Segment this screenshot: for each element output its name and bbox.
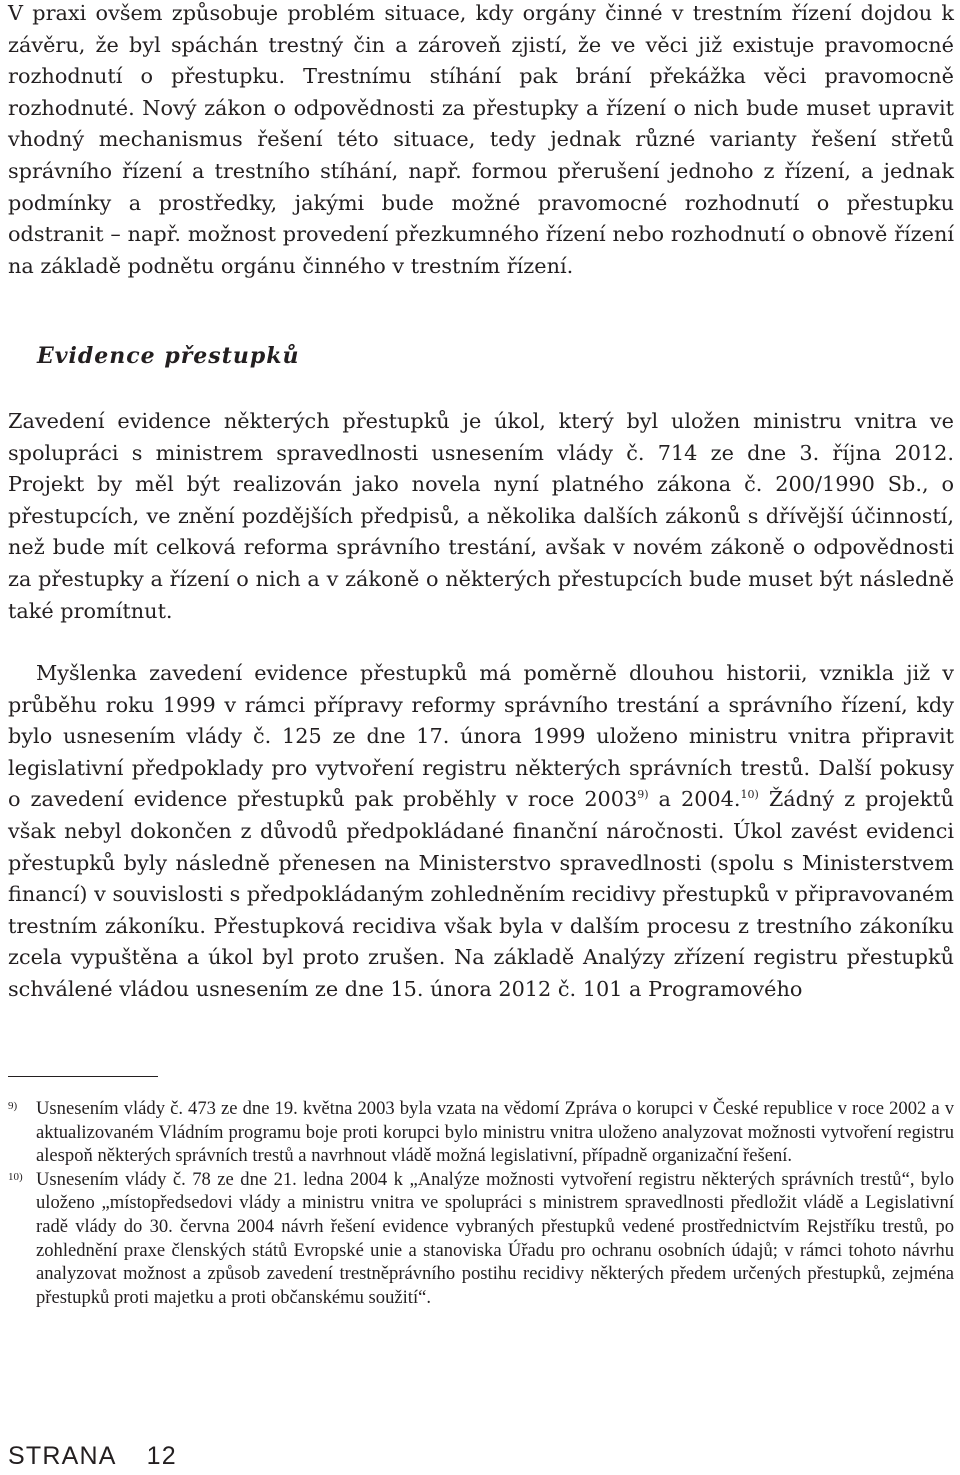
page-number: 12	[146, 1442, 177, 1470]
footnote-text: Usnesením vlády č. 473 ze dne 19. května 2003 byla vzata na vědomí Zpráva o korupci v České republice v roce 2002 a v aktualizovaném Vládním programu boje proti korupci bylo ministru vnitra uloženo analyzovat možnosti vytvoření registru alespoň některých správních trestů a navrhnout vládě možná legislativní, případně organizační řešení.	[36, 1098, 954, 1167]
footnote-ref-10[interactable]: 10)	[740, 788, 759, 802]
paragraph-3-part-c: Žádný z projektů však nebyl dokončen z důvodů předpokládané finanční náročnosti. Úkol zavést evidenci přestupků byly následně přenesen na Ministerstvo spravedlnosti (spolu s Ministerstvem financí) v souvislosti s předpokládaným zohledněním recidivy přestupků v připravovaném trestním zákoníku. Přestupková recidiva však byla v dalším procesu z trestního zákoníku zcela vypuštěna a úkol byl proto zrušen. Na základě Analýzy zřízení registru přestupků schválené vládou usnesením ze dne 15. února 2012 č. 101 a Programového	[8, 787, 954, 1001]
paragraph-3-part-b: a 2004.	[648, 787, 741, 812]
footnote-9	[8, 1097, 954, 1168]
footnote-mark: 9)	[8, 1100, 18, 1112]
paragraph-3-part-a: Myšlenka zavedení evidence přestupků má poměrně dlouhou historii, vznikla již v průběhu roku 1999 v rámci přípravy reformy správního trestání a správního řízení, kdy bylo usnesením vlády č. 125 ze dne 17. února 1999 uloženo ministru vnitra připravit legislativní předpoklady pro vytvoření registru některých správních trestů. Další pokusy o zavedení evidence přestupků pak proběhly v roce 2003	[8, 661, 954, 812]
footnote-ref-9[interactable]: 9)	[637, 788, 649, 802]
paragraph-1: V praxi ovšem způsobuje problém situace, kdy orgány činné v trestním řízení dojdou k závěru, že byl spáchán trestný čin a zároveň zjistí, že ve věci již existuje pravomocné rozhodnutí o přestupku. Trestnímu stíhání pak brání překážka věci pravomocně rozhodnuté. Nový zákon o odpovědnosti za přestupky a řízení o nich bude muset upravit vhodný mechanismus řešení této situace, tedy jednak různé varianty řešení střetů správního řízení a trestního stíhání, např. formou přerušení jednoho z řízení, a jednak podmínky a prostředky, jakými bude možné pravomocné rozhodnutí o přestupku odstranit – např. možnost provedení přezkumného řízení nebo rozhodnutí o obnově řízení na základě podnětu orgánu činného v trestním řízení.	[8, 1, 954, 278]
footnote-10	[8, 1168, 954, 1310]
footnote-divider	[8, 1076, 158, 1077]
footnotes	[8, 1097, 954, 1309]
footnote-text: Usnesením vlády č. 78 ze dne 21. ledna 2004 k „Analýze možnosti vytvoření registru některých správních trestů“, bylo uloženo „místopředsedovi vlády a ministru vnitra ve spolupráci s ministrem spravedlnosti předložit vládě a Legislativní radě vlády do 30. června 2004 návrh řešení evidence vybraných přestupků vedené prostřednictvím Rejstříku trestů, po zohlednění praxe členských států Evropské unie a stanoviska Úřadu pro ochranu osobních údajů; v rámci tohoto návrhu analyzovat možnost a způsob zavedení trestněprávního postihu recidivy některých předem určených přestupků, zejména přestupků proti majetku a proti občanskému soužití“.	[36, 1168, 954, 1308]
paragraph-3	[8, 658, 954, 1006]
page-label: STRANA	[8, 1442, 117, 1470]
footnote-mark: 10)	[8, 1170, 23, 1183]
page-footer	[8, 1442, 177, 1471]
paragraph-2: Zavedení evidence některých přestupků je úkol, který byl uložen ministru vnitra ve spolupráci s ministrem spravedlnosti usnesením vlády č. 714 ze dne 3. října 2012. Projekt by měl být realizován jako novela nyní platného zákona č. 200/1990 Sb., o přestupcích, ve znění pozdějších předpisů, a několika dalších zákonů s dřívější účinností, než bude mít celková reforma správního trestání, avšak v novém zákoně o odpovědnosti za přestupky a řízení o nich a v zákoně o některých přestupcích bude muset být následně také promítnut.	[8, 409, 954, 623]
section-heading: Evidence přestupků	[37, 343, 300, 369]
